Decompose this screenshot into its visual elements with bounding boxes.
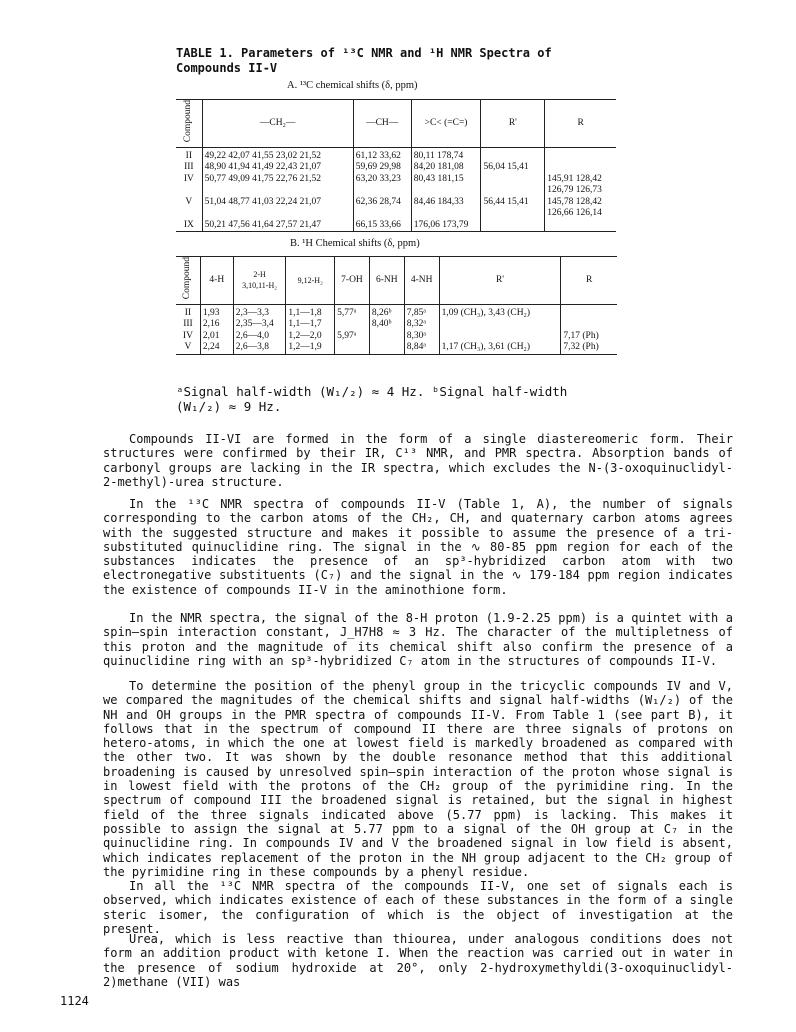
- r-cell: [545, 220, 616, 232]
- ch-cell: 63,20 33,23: [353, 174, 411, 197]
- compound-cell: IX: [183, 219, 194, 230]
- ch-cell: 61,12 33,62: [353, 147, 411, 162]
- r-cell: 7,32 (Ph): [561, 342, 617, 354]
- ch2-cell: 50,77 49,09 41,75 22,76 21,52: [202, 174, 353, 197]
- table-a-header: Compound: [176, 100, 202, 148]
- table-b-header: Compound: [176, 257, 200, 305]
- table-row: [176, 331, 617, 343]
- table-b-header: 6-NH: [369, 257, 404, 305]
- nh4-cell: 8,30ᵃ: [404, 331, 439, 343]
- table-a-body: [176, 147, 616, 232]
- r-prime-cell: [481, 147, 545, 162]
- r-cell: 145,78 128,42 126,66 126,14: [545, 197, 616, 220]
- h2-cell: 2,6—3,8: [233, 342, 286, 354]
- ch2-cell: 49,22 42,07 41,55 23,02 21,52: [202, 147, 353, 162]
- cq-cell: 84,46 184,33: [411, 197, 481, 220]
- table-a: [176, 99, 616, 232]
- nh6-cell: [369, 342, 404, 354]
- h4-cell: 2,01: [200, 331, 233, 343]
- nh4-cell: 7,85ᵃ: [404, 304, 439, 319]
- ch2-cell: 48,90 41,94 41,49 22,43 21,07: [202, 162, 353, 174]
- nh6-cell: 8,40ᵇ: [369, 319, 404, 331]
- body-paragraph: Compounds II-VI are formed in the form of a single diastereomeric form. Their structures were confirmed by their IR, C¹³ NMR, and PMR spectra. Absorption bands of carbonyl groups are lacking in the IR spectra, which excludes the N-(3-oxoquinuclidyl-2-methyl)-urea structure.: [103, 432, 733, 489]
- table-b-body: [176, 304, 617, 354]
- r-prime-cell: [481, 220, 545, 232]
- compound-cell: V: [185, 196, 193, 207]
- compound-cell: II: [185, 150, 192, 161]
- r-prime-cell: 1,09 (CH₃), 3,43 (CH₂): [439, 304, 561, 319]
- table-a-header: >C< (=C=): [411, 100, 481, 148]
- table-b-header: 4-H: [200, 257, 233, 305]
- table-b-header: 4-NH: [404, 257, 439, 305]
- table-a-header-row: [176, 100, 616, 148]
- r-cell: [561, 304, 617, 319]
- oh-cell: 5,77ᵃ: [335, 304, 370, 319]
- table-b-header-row: [176, 257, 617, 305]
- section-b-caption: B. ¹H Chemical shifts (δ, ppm): [290, 238, 420, 249]
- table-footnote: ᵃSignal half-width (W₁/₂) ≈ 4 Hz. ᵇSignal half-width (W₁/₂) ≈ 9 Hz.: [176, 384, 568, 414]
- oh-cell: [335, 342, 370, 354]
- ch2-cell: 50,21 47,56 41,64 27,57 21,47: [202, 220, 353, 232]
- r-prime-cell: 56,04 15,41: [481, 162, 545, 174]
- table-b: [176, 256, 617, 355]
- table-row: [176, 162, 616, 174]
- r-cell: [545, 162, 616, 174]
- h9-cell: 1,1—1,8: [286, 304, 335, 319]
- h2-cell: 2,3—3,3: [233, 304, 286, 319]
- nh6-cell: 8,26ᵇ: [369, 304, 404, 319]
- compound-cell: IV: [183, 173, 194, 184]
- r-prime-cell: [481, 174, 545, 197]
- oh-cell: 5,97ᵃ: [335, 331, 370, 343]
- table-b-header: R': [439, 257, 561, 305]
- body-paragraph: To determine the position of the phenyl group in the tricyclic compounds IV and V, we compared the magnitudes of the chemical shifts and signal half-widths (W₁/₂) of the NH and OH groups in the PMR spectra of compounds II-V. From Table 1 (see part B), it follows that in the spectrum of compound II there are three signals of protons on hetero-atoms, in which the one at lowest field is markedly broadened as compared with the other two. It was shown by the double resonance method that this additional broadening is caused by unresolved spin–spin interaction of the proton whose signal is in lowest field with the protons of the CH₂ group of the pyrimidine ring. In the spectrum of compound III the broadened signal is retained, but the signal in highest field of the three signals indicated above (5.77 ppm) is lacking. This makes it possible to assign the signal at 5.77 ppm to a signal of the OH group at C₇ in the quinuclidine ring. In compounds IV and V the broadened signal in low field is absent, which indicates replacement of the proton in the NH group adjacent to the CH₂ group of the pyrimidine ring in these compounds by a phenyl residue.: [103, 679, 733, 879]
- table-row: [176, 319, 617, 331]
- h9-cell: 1,1—1,7: [286, 319, 335, 331]
- compound-cell: IV: [182, 330, 193, 341]
- table-a-header: R: [545, 100, 616, 148]
- body-paragraph: Urea, which is less reactive than thiourea, under analogous conditions does not form an addition product with ketone I. When the reaction was carried out in water in the presence of sodium hydroxide at 20°, only 2-hydroxymethyldi(3-oxoquinuclidyl-2)methane (VII) was: [103, 932, 733, 989]
- table-a-header: —CH—: [353, 100, 411, 148]
- table-b-header: R: [561, 257, 617, 305]
- page-number: 1124: [60, 994, 89, 1008]
- table-row: [176, 342, 617, 354]
- nh4-cell: 8,32ᵃ: [404, 319, 439, 331]
- table-row: [176, 197, 616, 220]
- ch2-cell: 51,04 48,77 41,03 22,24 21,07: [202, 197, 353, 220]
- table-title: TABLE 1. Parameters of ¹³C NMR and ¹H NMR Spectra of Compounds II-V: [176, 46, 552, 75]
- compound-cell: III: [184, 162, 194, 173]
- table-b-header: 2-H 3,10,11-H₂: [233, 257, 286, 305]
- table-row: [176, 174, 616, 197]
- r-cell: 145,91 128,42 126,79 126,73: [545, 174, 616, 197]
- cq-cell: 80,43 181,15: [411, 174, 481, 197]
- h9-cell: 1,2—2,0: [286, 331, 335, 343]
- compound-cell: II: [184, 307, 192, 318]
- section-a-caption: A. ¹³C chemical shifts (δ, ppm): [287, 80, 418, 91]
- table-b-header: 9,12-H₂: [286, 257, 335, 305]
- r-cell: 7,17 (Ph): [561, 331, 617, 343]
- r-prime-cell: 1,17 (CH₃), 3,61 (CH₂): [439, 342, 561, 354]
- h9-cell: 1,2—1,9: [286, 342, 335, 354]
- r-prime-cell: [439, 331, 561, 343]
- table-row: [176, 220, 616, 232]
- compound-cell: V: [184, 342, 192, 353]
- table-b-header: 7-OH: [335, 257, 370, 305]
- table-row: [176, 304, 617, 319]
- h4-cell: 2,16: [200, 319, 233, 331]
- oh-cell: [335, 319, 370, 331]
- compound-cell: III: [183, 319, 193, 330]
- h2-cell: 2,35—3,4: [233, 319, 286, 331]
- table-row: [176, 147, 616, 162]
- cq-cell: 80,11 178,74: [411, 147, 481, 162]
- ch-cell: 62,36 28,74: [353, 197, 411, 220]
- h4-cell: 2,24: [200, 342, 233, 354]
- body-paragraph: In the ¹³C NMR spectra of compounds II-V (Table 1, A), the number of signals corresponding to the carbon atoms of the CH₂, CH, and quaternary carbon atoms agrees with the suggested structure and makes it possible to assume the presence of a tri-substituted quinuclidine ring. The signal in the ∿ 80-85 ppm region for each of the substances indicates the presence of an sp³-hybridized carbon atom with two electronegative substituents (C₇) and the signal in the ∿ 179-184 ppm region indicates the existence of compounds II-V in the aminothione form.: [103, 497, 733, 597]
- r-prime-cell: 56,44 15,41: [481, 197, 545, 220]
- ch-cell: 66,15 33,66: [353, 220, 411, 232]
- table-a-header: R': [481, 100, 545, 148]
- h4-cell: 1,93: [200, 304, 233, 319]
- nh4-cell: 8,84ᵃ: [404, 342, 439, 354]
- cq-cell: 84,20 181,08: [411, 162, 481, 174]
- r-cell: [561, 319, 617, 331]
- table-a-header: —CH₂—: [202, 100, 353, 148]
- body-paragraph: In the NMR spectra, the signal of the 8-H proton (1.9-2.25 ppm) is a quintet with a spin–spin interaction constant, J_H7H8 ≈ 3 Hz. The character of the multipletness of this proton and the magnitude of its chemical shift also confirm the presence of a quinuclidine ring with an sp³-hybridized C₇ atom in the structures of compounds II-V.: [103, 611, 733, 668]
- cq-cell: 176,06 173,79: [411, 220, 481, 232]
- r-cell: [545, 147, 616, 162]
- h2-cell: 2,6—4,0: [233, 331, 286, 343]
- ch-cell: 59,69 29,98: [353, 162, 411, 174]
- r-prime-cell: [439, 319, 561, 331]
- body-paragraph: In all the ¹³C NMR spectra of the compounds II-V, one set of signals each is observed, which indicates existence of each of these substances in the form of a single steric isomer, the configuration of which is the object of investigation at the present.: [103, 879, 733, 936]
- nh6-cell: [369, 331, 404, 343]
